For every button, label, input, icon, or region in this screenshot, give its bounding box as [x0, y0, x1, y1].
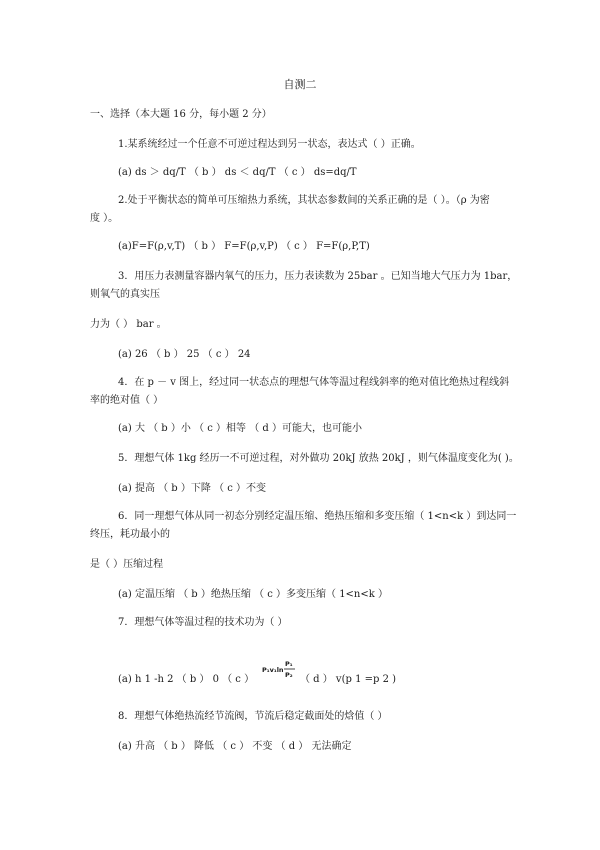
question-1-options: (a) ds ＞ dq/T （ b ） ds ＜ dq/T （ c ） ds=dq/T [118, 167, 357, 178]
question-6-options: (a) 定温压缩 （ b ）绝热压缩 （ c ）多变压缩（ 1<n<k ） [118, 589, 388, 600]
question-3-options: (a) 26 （ b ） 25 （ c ） 24 [118, 349, 251, 360]
question-6-stem-line-1: 6．同一理想气体从同一初态分别经定温压缩、绝热压缩和多变压缩（ 1<n<k ）到达同一 [118, 511, 517, 522]
page-title: 自测二 [283, 78, 317, 91]
section-heading: 一、选择（本大题 16 分，每小题 2 分） [90, 109, 272, 120]
question-3-stem-line-3: 力为（ ） bar 。 [90, 319, 167, 330]
formula-numerator: P₁ [285, 660, 293, 668]
question-6-stem-line-2: 终压，耗功最小的 [90, 529, 170, 540]
question-4-stem-line-2: 率的绝对值（ ） [90, 395, 164, 406]
question-5-stem: 5．理想气体 1kg 经历一不可逆过程，对外做功 20kJ 放热 20kJ ，则气体温度变化为( )。 [118, 453, 519, 464]
question-6-stem-line-3: 是（ ）压缩过程 [90, 559, 164, 570]
question-3-stem-line-1: 3．用压力表测量容器内氧气的压力，压力表读数为 25bar 。已知当地大气压力为 1bar， [118, 271, 518, 282]
question-5-options: (a) 提高 （ b ）下降 （ c ）不变 [118, 483, 267, 494]
question-1-stem: 1.某系统经过一个任意不可逆过程达到另一状态，表达式（ ）正确。 [118, 139, 421, 150]
question-4-stem-line-1: 4．在 p － v 图上，经过同一状态点的理想气体等温过程线斜率的绝对值比绝热过程线斜 [118, 377, 510, 388]
formula-lhs: P₁v₁ln [262, 666, 284, 674]
question-4-options: (a) 大 （ b ）小 （ c ）相等 （ d ）可能大，也可能小 [118, 423, 362, 434]
question-8-stem: 8．理想气体绝热流经节流阀，节流后稳定截面处的焓值（ ） [118, 711, 388, 722]
question-3-stem-line-2: 则氧气的真实压 [90, 289, 160, 300]
question-8-options: (a) 升高 （ b ） 降低 （ c ） 不变 （ d ） 无法确定 [118, 741, 352, 752]
question-7-options-part-1: (a) h 1 -h 2 （ b ） 0 （ c ） [118, 674, 255, 685]
technical-work-formula [262, 658, 298, 682]
question-7-options-part-2: （ d ） v(p 1 =p 2 ) [300, 674, 397, 685]
question-7-stem: 7．理想气体等温过程的技术功为（ ） [118, 617, 288, 628]
question-2-options: (a)F=F(ρ,v,T) （ b ） F=F(ρ,v,P) （ c ） F=F(ρ,P,T) [118, 241, 370, 252]
formula-denominator: P₂ [285, 671, 293, 679]
question-2-stem-line-1: 2.处于平衡状态的简单可压缩热力系统，其状态参数间的关系正确的是（ ）。（ρ 为密 [118, 195, 490, 206]
question-2-stem-line-2: 度 ）。 [90, 213, 119, 224]
